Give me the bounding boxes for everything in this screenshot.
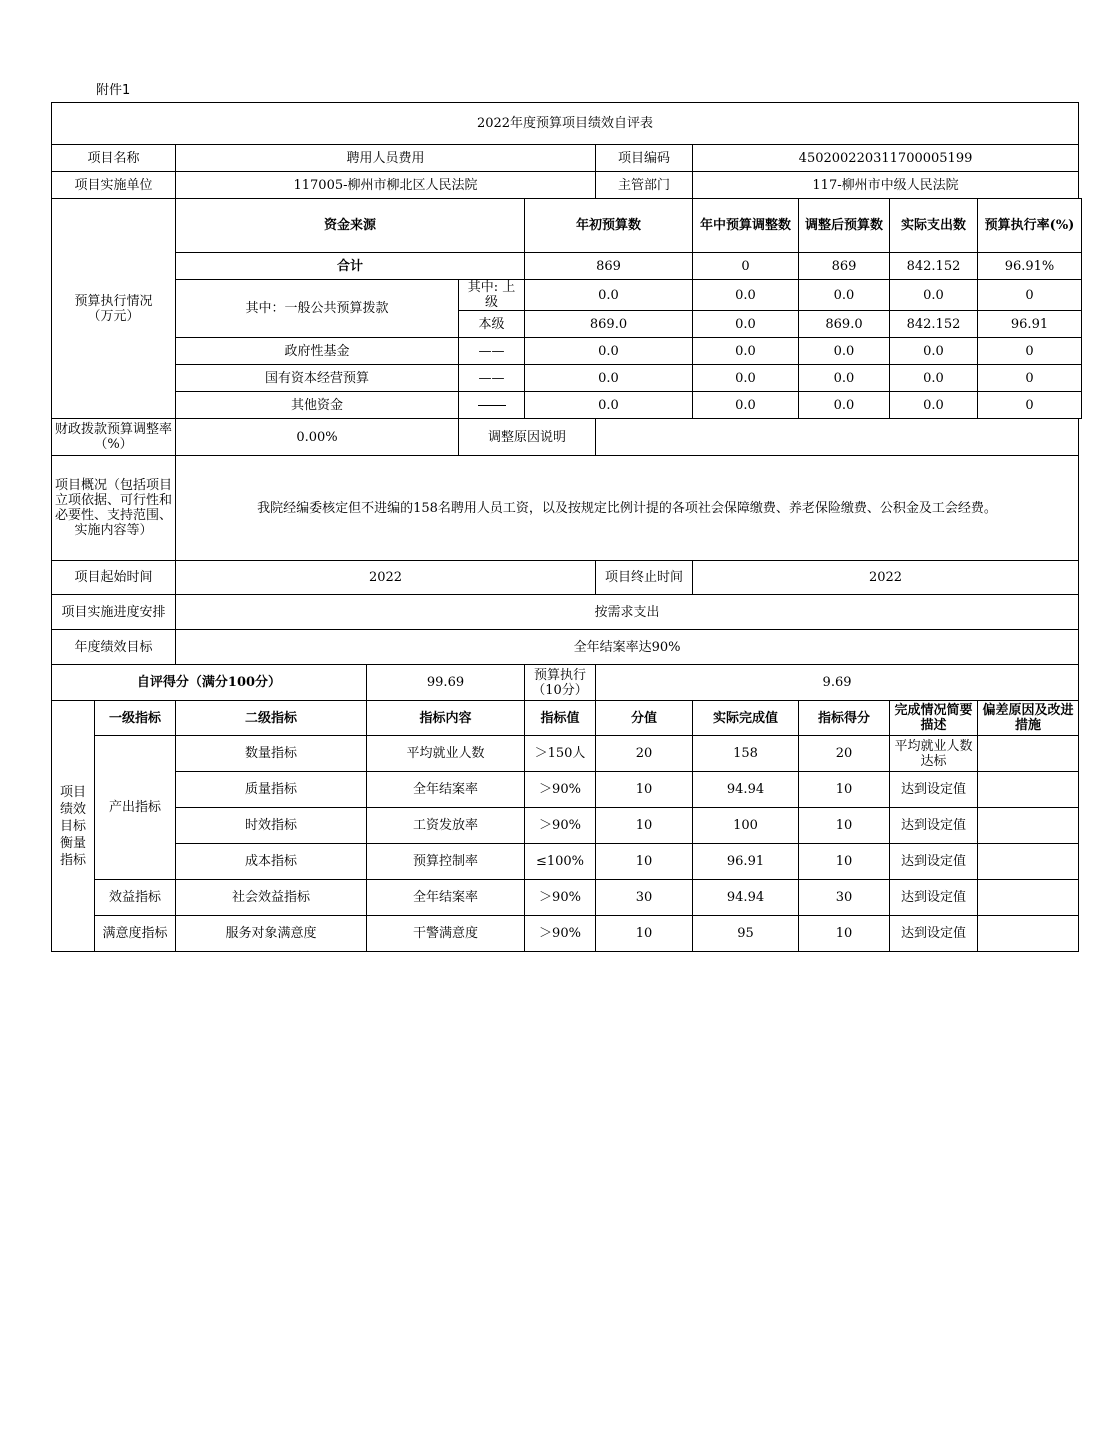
project-unit-row xyxy=(52,172,1082,199)
performance-evaluation-table xyxy=(51,102,1082,952)
indicator-header-level1: 一级指标 xyxy=(95,701,176,736)
adjust-reason-value xyxy=(596,419,1079,456)
indicator-content: 平均就业人数 xyxy=(367,736,525,772)
indicator-reason xyxy=(978,916,1079,952)
budget-gov-fund-rate: 0 xyxy=(978,338,1082,365)
output-indicator-label: 产出指标 xyxy=(95,736,176,880)
budget-gov-fund-adjusted: 0.0 xyxy=(799,338,890,365)
indicator-target: ＞150人 xyxy=(525,736,596,772)
budget-local-rate: 96.91 xyxy=(978,311,1082,338)
project-name-value: 聘用人员费用 xyxy=(176,145,596,172)
budget-state-capital-row xyxy=(52,365,1082,392)
budget-local-midyear: 0.0 xyxy=(693,311,799,338)
indicator-desc: 平均就业人数达标 xyxy=(890,736,978,772)
budget-gov-fund-midyear: 0.0 xyxy=(693,338,799,365)
budget-other-adjusted: 0.0 xyxy=(799,392,890,419)
indicator-section-text: 项目绩效目标衡量指标 xyxy=(59,784,86,868)
budget-header-source: 资金来源 xyxy=(176,199,525,253)
budget-other-actual: 0.0 xyxy=(890,392,978,419)
budget-upper-adjusted: 0.0 xyxy=(799,280,890,311)
indicator-header-row xyxy=(52,701,1082,736)
title-row xyxy=(52,103,1082,145)
budget-gov-fund-actual: 0.0 xyxy=(890,338,978,365)
project-name-label: 项目名称 xyxy=(52,145,176,172)
indicator-weight: 20 xyxy=(596,736,693,772)
budget-other-midyear: 0.0 xyxy=(693,392,799,419)
budget-gov-fund-dash: —— xyxy=(459,338,525,365)
budget-header-actual: 实际支出数 xyxy=(890,199,978,253)
indicator-header-score: 指标得分 xyxy=(799,701,890,736)
indicator-row xyxy=(52,808,1082,844)
goal-row xyxy=(52,630,1082,665)
project-unit-value: 117005-柳州市柳北区人民法院 xyxy=(176,172,596,199)
budget-local-initial: 869.0 xyxy=(525,311,693,338)
adjust-rate-label: 财政拨款预算调整率（%） xyxy=(52,419,176,456)
budget-upper-actual: 0.0 xyxy=(890,280,978,311)
dept-value: 117-柳州市中级人民法院 xyxy=(693,172,1079,199)
indicator-desc: 达到设定值 xyxy=(890,880,978,916)
budget-upper-initial: 0.0 xyxy=(525,280,693,311)
indicator-level2: 时效指标 xyxy=(176,808,367,844)
benefit-indicator-label: 效益指标 xyxy=(95,880,176,916)
budget-other-label: 其他资金 xyxy=(176,392,459,419)
budget-gov-fund-initial: 0.0 xyxy=(525,338,693,365)
indicator-desc: 达到设定值 xyxy=(890,808,978,844)
indicator-row xyxy=(52,772,1082,808)
indicator-content: 预算控制率 xyxy=(367,844,525,880)
indicator-reason xyxy=(978,844,1079,880)
budget-total-row xyxy=(52,253,1082,280)
indicator-level2: 社会效益指标 xyxy=(176,880,367,916)
indicator-row xyxy=(52,880,1082,916)
indicator-header-level2: 二级指标 xyxy=(176,701,367,736)
adjust-rate-row xyxy=(52,419,1082,456)
budget-state-capital-rate: 0 xyxy=(978,365,1082,392)
indicator-row xyxy=(52,916,1082,952)
progress-label: 项目实施进度安排 xyxy=(52,595,176,630)
indicator-target: ＞90% xyxy=(525,880,596,916)
budget-total-adjusted: 869 xyxy=(799,253,890,280)
overview-row xyxy=(52,456,1082,561)
budget-state-capital-label: 国有资本经营预算 xyxy=(176,365,459,392)
budget-other-dash xyxy=(459,392,525,419)
indicator-weight: 10 xyxy=(596,916,693,952)
budget-upper-row xyxy=(52,280,1082,311)
indicator-header-actual: 实际完成值 xyxy=(693,701,799,736)
exec-score-label: 预算执行（10分） xyxy=(525,665,596,701)
project-unit-label: 项目实施单位 xyxy=(52,172,176,199)
indicator-header-desc: 完成情况简要描述 xyxy=(890,701,978,736)
indicator-reason xyxy=(978,772,1079,808)
self-score-value: 99.69 xyxy=(367,665,525,701)
indicator-score: 20 xyxy=(799,736,890,772)
budget-state-capital-actual: 0.0 xyxy=(890,365,978,392)
budget-header-rate: 预算执行率(%) xyxy=(978,199,1082,253)
budget-general-label: 其中：一般公共预算拨款 xyxy=(176,280,459,338)
indicator-desc: 达到设定值 xyxy=(890,844,978,880)
project-name-row xyxy=(52,145,1082,172)
indicator-content: 工资发放率 xyxy=(367,808,525,844)
indicator-header-target: 指标值 xyxy=(525,701,596,736)
table-title: 2022年度预算项目绩效自评表 xyxy=(52,103,1079,145)
indicator-actual: 95 xyxy=(693,916,799,952)
budget-local-label: 本级 xyxy=(459,311,525,338)
goal-value: 全年结案率达90% xyxy=(176,630,1079,665)
indicator-content: 全年结案率 xyxy=(367,880,525,916)
budget-other-initial: 0.0 xyxy=(525,392,693,419)
budget-gov-fund-label: 政府性基金 xyxy=(176,338,459,365)
indicator-level2: 数量指标 xyxy=(176,736,367,772)
indicator-level2: 成本指标 xyxy=(176,844,367,880)
budget-total-label: 合计 xyxy=(176,253,525,280)
indicator-score: 10 xyxy=(799,772,890,808)
start-time-label: 项目起始时间 xyxy=(52,561,176,595)
budget-upper-rate: 0 xyxy=(978,280,1082,311)
budget-gov-fund-row xyxy=(52,338,1082,365)
adjust-reason-label: 调整原因说明 xyxy=(459,419,596,456)
indicator-actual: 158 xyxy=(693,736,799,772)
project-code-label: 项目编码 xyxy=(596,145,693,172)
indicator-header-weight: 分值 xyxy=(596,701,693,736)
progress-row xyxy=(52,595,1082,630)
indicator-level2: 服务对象满意度 xyxy=(176,916,367,952)
budget-other-row xyxy=(52,392,1082,419)
budget-state-capital-adjusted: 0.0 xyxy=(799,365,890,392)
satisfaction-indicator-label: 满意度指标 xyxy=(95,916,176,952)
dash-line xyxy=(478,405,506,406)
indicator-content: 全年结案率 xyxy=(367,772,525,808)
time-row xyxy=(52,561,1082,595)
indicator-actual: 94.94 xyxy=(693,880,799,916)
indicator-target: ＞90% xyxy=(525,808,596,844)
indicator-actual: 96.91 xyxy=(693,844,799,880)
indicator-row xyxy=(52,736,1082,772)
indicator-header-reason: 偏差原因及改进措施 xyxy=(978,701,1079,736)
indicator-target: ＞90% xyxy=(525,772,596,808)
indicator-section-label xyxy=(52,701,95,952)
overview-value: 我院经编委核定但不进编的158名聘用人员工资，以及按规定比例计提的各项社会保障缴费、养老保险缴费、公积金及工会经费。 xyxy=(176,456,1079,561)
exec-score-value: 9.69 xyxy=(596,665,1079,701)
budget-upper-midyear: 0.0 xyxy=(693,280,799,311)
indicator-score: 10 xyxy=(799,844,890,880)
indicator-actual: 100 xyxy=(693,808,799,844)
indicator-reason xyxy=(978,736,1079,772)
budget-total-initial: 869 xyxy=(525,253,693,280)
indicator-reason xyxy=(978,808,1079,844)
budget-total-midyear: 0 xyxy=(693,253,799,280)
budget-header-initial: 年初预算数 xyxy=(525,199,693,253)
progress-value: 按需求支出 xyxy=(176,595,1079,630)
indicator-weight: 10 xyxy=(596,772,693,808)
budget-header-adjusted: 调整后预算数 xyxy=(799,199,890,253)
budget-total-rate: 96.91% xyxy=(978,253,1082,280)
indicator-target: ≤100% xyxy=(525,844,596,880)
indicator-score: 10 xyxy=(799,916,890,952)
budget-local-adjusted: 869.0 xyxy=(799,311,890,338)
indicator-weight: 30 xyxy=(596,880,693,916)
end-time-label: 项目终止时间 xyxy=(596,561,693,595)
start-time-value: 2022 xyxy=(176,561,596,595)
budget-total-actual: 842.152 xyxy=(890,253,978,280)
indicator-level2: 质量指标 xyxy=(176,772,367,808)
budget-state-capital-initial: 0.0 xyxy=(525,365,693,392)
budget-state-capital-midyear: 0.0 xyxy=(693,365,799,392)
budget-other-rate: 0 xyxy=(978,392,1082,419)
self-score-label: 自评得分（满分100分） xyxy=(52,665,367,701)
indicator-reason xyxy=(978,880,1079,916)
overview-label: 项目概况（包括项目立项依据、可行性和必要性、支持范围、实施内容等） xyxy=(52,456,176,561)
adjust-rate-value: 0.00% xyxy=(176,419,459,456)
indicator-header-content: 指标内容 xyxy=(367,701,525,736)
budget-upper-label: 其中: 上级 xyxy=(459,280,525,311)
budget-header-midyear: 年中预算调整数 xyxy=(693,199,799,253)
indicator-actual: 94.94 xyxy=(693,772,799,808)
budget-header-row xyxy=(52,199,1082,253)
indicator-desc: 达到设定值 xyxy=(890,916,978,952)
score-row xyxy=(52,665,1082,701)
indicator-desc: 达到设定值 xyxy=(890,772,978,808)
budget-state-capital-dash: —— xyxy=(459,365,525,392)
indicator-score: 30 xyxy=(799,880,890,916)
budget-local-actual: 842.152 xyxy=(890,311,978,338)
indicator-row xyxy=(52,844,1082,880)
project-code-value: 450200220311700005199 xyxy=(693,145,1079,172)
indicator-weight: 10 xyxy=(596,808,693,844)
indicator-target: ＞90% xyxy=(525,916,596,952)
indicator-score: 10 xyxy=(799,808,890,844)
indicator-content: 干警满意度 xyxy=(367,916,525,952)
end-time-value: 2022 xyxy=(693,561,1079,595)
goal-label: 年度绩效目标 xyxy=(52,630,176,665)
attachment-label: 附件1 xyxy=(96,83,131,98)
dept-label: 主管部门 xyxy=(596,172,693,199)
budget-section-label: 预算执行情况 （万元） xyxy=(52,199,176,419)
indicator-weight: 10 xyxy=(596,844,693,880)
